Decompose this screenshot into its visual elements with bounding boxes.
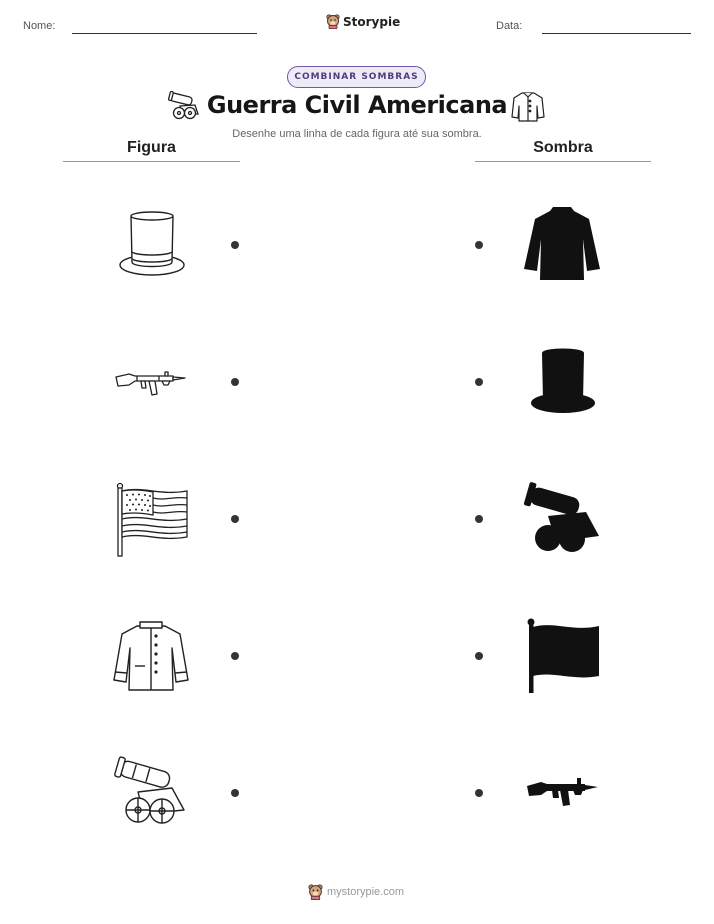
activity-badge: COMBINAR SOMBRAS <box>287 66 426 88</box>
left-connector-dot[interactable] <box>231 652 239 660</box>
right-connector-dot[interactable] <box>475 789 483 797</box>
american-flag-icon <box>113 482 189 558</box>
column-underline-shadow <box>475 161 651 162</box>
left-connector-dot[interactable] <box>231 241 239 249</box>
column-header-figure: Figura <box>127 139 176 156</box>
bear-mascot-icon <box>308 884 323 900</box>
rifle-shadow-icon <box>527 776 599 808</box>
right-connector-dot[interactable] <box>475 378 483 386</box>
page-title: Guerra Civil Americana <box>206 91 508 119</box>
coat-shadow-icon <box>523 207 601 281</box>
footer-url[interactable]: mystorypie.com <box>327 886 405 898</box>
right-connector-dot[interactable] <box>475 241 483 249</box>
left-connector-dot[interactable] <box>231 515 239 523</box>
left-connector-dot[interactable] <box>231 789 239 797</box>
cannon-icon <box>114 758 190 826</box>
brand-name: Storypie <box>343 14 401 29</box>
column-header-shadow: Sombra <box>533 139 593 156</box>
name-field[interactable] <box>72 33 257 34</box>
coat-title-icon <box>511 91 545 123</box>
instructions: Desenhe uma linha de cada figura até sua sombra. <box>232 128 482 140</box>
date-field[interactable] <box>542 33 691 34</box>
rifle-icon <box>115 367 187 397</box>
left-connector-dot[interactable] <box>231 378 239 386</box>
flag-shadow-icon <box>526 618 600 694</box>
military-coat-icon <box>112 620 190 692</box>
right-connector-dot[interactable] <box>475 652 483 660</box>
brand-logo <box>326 14 400 29</box>
column-underline-figure <box>63 161 240 162</box>
cannon-title-icon <box>168 92 202 120</box>
cannon-shadow-icon <box>526 484 600 552</box>
bear-mascot-icon <box>326 14 340 29</box>
top-hat-icon <box>117 210 187 278</box>
top-hat-shadow-icon <box>530 347 596 415</box>
right-connector-dot[interactable] <box>475 515 483 523</box>
date-label: Data: <box>496 20 523 32</box>
name-label: Nome: <box>23 20 56 32</box>
footer <box>308 884 404 900</box>
